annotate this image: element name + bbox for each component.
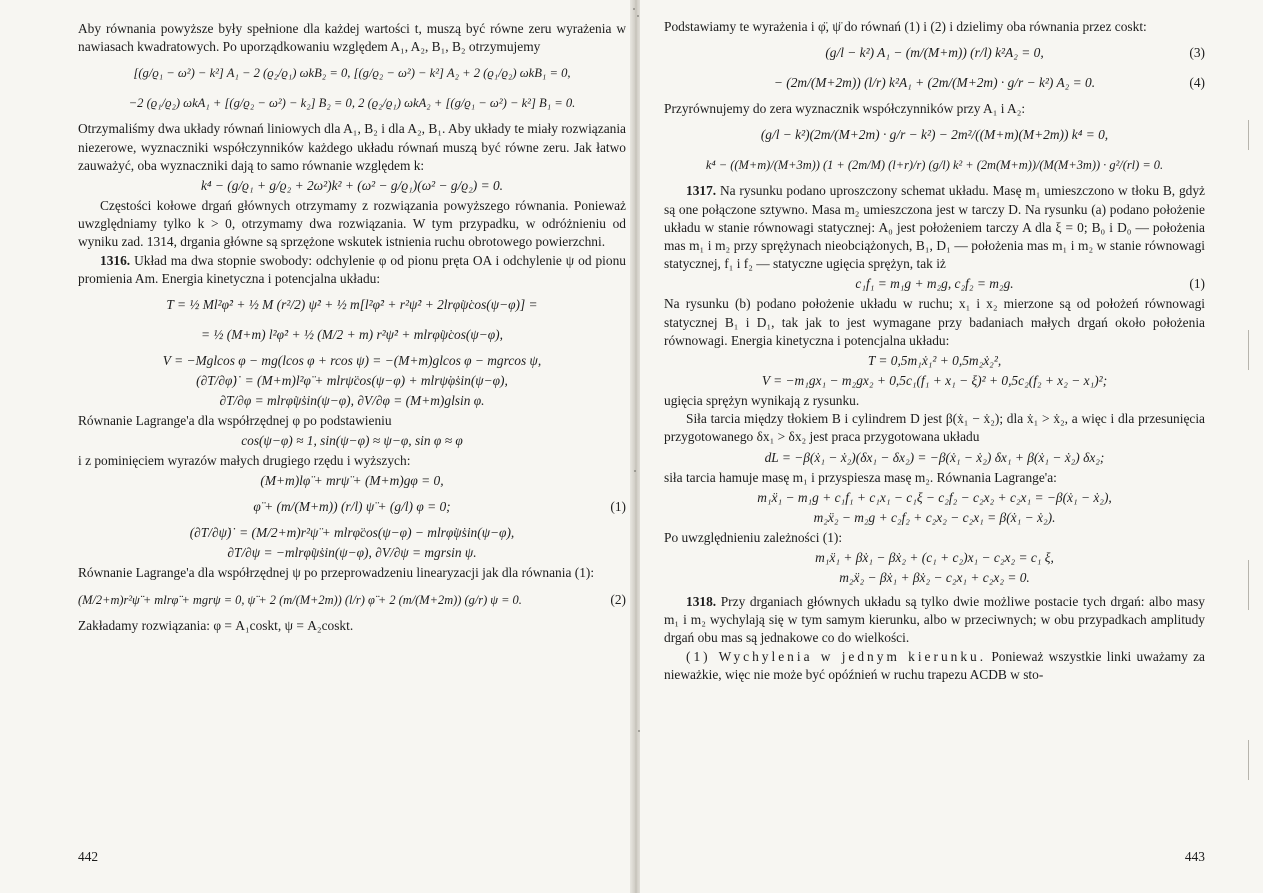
paragraph: Na rysunku podano uproszczony schemat układu. Masę m₁ umieszczono w tłoku B, gdyż są one połączone sztywno. Masa m₂ umieszczona jest w tarczy D. Na rysunku (a) podano położenie układu w stanie równowagi statycznej: A₀ jest położeniem tarczy A dla ξ = 0; B₀ i D₀ — położenia mas m₁ i m₂ przy sprężynach nieobciążonych, B₁, D₁ — położenia mas m₁ i m₂ w stanie równowagi statycznej, f₁ i f₂ — statyczne ugięcia sprężyn, tak iż (664, 183, 1205, 272)
equation: ∂T/∂ψ = −mlrφ̇ψ̇sin(ψ−φ), ∂V/∂ψ = mgrsin ψ. (227, 545, 477, 561)
paragraph: Przyrównujemy do zera wyznacznik współczynników przy A₁ i A₂: (664, 101, 1026, 117)
problem-1318 (664, 593, 1205, 648)
equation: (∂T/∂ψ̇)˙ = (M/2+m)r²ψ̈ + mlrφ̈cos(ψ−φ) − mlrφ̇ψ̇sin(ψ−φ), (189, 525, 515, 541)
paragraph: Aby równania powyższe były spełnione dla każdej wartości t, muszą być równe zeru wyrażenia w nawiasach kwadratowych. Po uporządkowaniu względem A₁, A₂, B₁, B₂ otrzymujemy (78, 21, 626, 55)
equation: k⁴ − (g/ϱ₁ + g/ϱ₂ + 2ω²)k² + (ω² − g/ϱ₁)(ω² − g/ϱ₂) = 0. (200, 178, 504, 194)
page-number: 443 (1184, 849, 1205, 864)
paragraph: Równanie Lagrange'a dla współrzędnej φ po podstawieniu (78, 413, 392, 429)
paragraph: Podstawiamy te wyrażenia i φ̈, ψ̈ do równań (1) i (2) i dzielimy oba równania przez coskt: (664, 19, 1147, 34)
numbered-equation (664, 275, 1205, 293)
paragraph: Otrzymaliśmy dwa układy równań liniowych dla A₁, B₂ i dla A₂, B₁. Aby układy te miały rozwiązania niezerowe, wyznaczniki współczynników każdego układu równań muszą być równe zeru. Jak łatwo zauważyć, oba wyznaczniki dają to samo równanie względem k: (78, 121, 626, 173)
paragraph: ugięcia sprężyn wynikają z rysunku. (664, 393, 860, 409)
equation: = ½ (M+m) l²φ̇² + ½ (M/2 + m) r²ψ̇² + mlrφ̇ψ̇cos(ψ−φ), (201, 327, 503, 343)
equation: φ̈ + (m/(M+m)) (r/l) ψ̈ + (g/l) φ = 0; (253, 499, 451, 515)
paragraph: Siła tarcia między tłokiem B i cylindrem D jest β(ẋ₁ − ẋ₂); dla ẋ₁ > ẋ₂, a więc i dla przesunięcia przygotowanego δx₁ > δx₂ jest praca przygotowana układu (664, 411, 1205, 445)
problem-number: 1318. (686, 594, 717, 610)
equation: m₂ẍ₂ − m₂g + c₂f₂ + c₂x₂ − c₂x₁ = β(ẋ₁ − ẋ₂). (813, 509, 1056, 525)
equation: c₁f₁ = m₁g + m₂g, c₂f₂ = m₂g. (855, 276, 1014, 292)
paragraph: Równanie Lagrange'a dla współrzędnej ψ po przeprowadzeniu linearyzacji jak dla równania (1): (78, 565, 595, 581)
paragraph: Po uwzględnieniu zależności (1): (664, 529, 843, 545)
equation: T = ½ Ml²φ̇² + ½ M (r²/2) ψ̇² + ½ m[l²φ̇² + r²ψ̇² + 2lrφ̇ψ̇cos(ψ−φ)] = (166, 297, 538, 313)
equation: (M+m)lφ̈ + mrψ̈ + (M+m)gφ = 0, (260, 473, 444, 489)
equation: ∂T/∂φ = mlrφ̇ψ̇sin(ψ−φ), ∂V/∂φ = (M+m)glsin φ. (219, 393, 485, 409)
paragraph: Częstości kołowe drgań głównych otrzymamy z rozwiązania powyższego równania. Ponieważ uwzględniamy tylko k > 0, otrzymamy dwa rozwiązania. W tym przypadku, w odróżnieniu od wyniku zad. 1314, drgania główne są sprzężone wskutek istnienia ruchu obrotowego powierzchni. (78, 198, 626, 250)
equation: [(g/ϱ₁ − ω²) − k²] A₁ − 2 (ϱ₂/ϱ₁) ωkB₂ = 0, [(g/ϱ₂ − ω²) − k²] A₂ + 2 (ϱ₁/ϱ₂) ωkB₁ = 0, (133, 66, 571, 81)
margin-mark (1248, 330, 1249, 370)
page-443 (640, 0, 1263, 893)
equation: cos(ψ−φ) ≈ 1, sin(ψ−φ) ≈ ψ−φ, sin φ ≈ φ (241, 433, 463, 449)
equation: (g/l − k²) A₁ − (m/(M+m)) (r/l) k²A₂ = 0, (825, 45, 1044, 61)
paragraph: Na rysunku (b) podano położenie układu w ruchu; x₁ i x₂ mierzone są od położeń równowagi statycznej B₁ i D₁, tak jak to jest wymagane przy badaniach małych drgań około położenia równowagi. Energia kinetyczna i potencjalna układu: (664, 296, 1205, 348)
paragraph: Przy drganiach głównych układu są tylko dwie możliwe postacie tych drgań: albo masy m₁ i m₂ wychylają się w tym samym kierunku, albo w przeciwnych; w obu przypadkach amplitudy drgań obu mas są jednakowe co do wielkości. (664, 594, 1205, 646)
paragraph-text: Ponieważ wszystkie linki uważamy za nieważkie, więc nie może być opóźnień w ruchu trapezu ACDB w sto- (664, 648, 1205, 682)
equation-number: (3) (1189, 45, 1205, 61)
equation: dL = −β(ẋ₁ − ẋ₂)(δx₁ − δx₂) = −β(ẋ₁ − ẋ₂) δx₁ + β(ẋ₁ − ẋ₂) δx₂; (764, 449, 1105, 465)
section-label: (1) Wychylenia w jednym kierunku. (686, 648, 987, 664)
equation-number: (1) (610, 499, 626, 515)
paragraph: siła tarcia hamuje masę m₁ i przyspiesza masę m₂. Równania Lagrange'a: (664, 469, 1057, 485)
equation-number: (1) (1189, 276, 1205, 292)
margin-mark (1248, 560, 1249, 610)
equation: V = −m₁gx₁ − m₂gx₂ + 0,5c₁(f₁ + x₁ − ξ)² + 0,5c₂(f₂ + x₂ − x₁)²; (761, 373, 1108, 389)
scan-speck (633, 8, 635, 10)
scan-speck (637, 15, 639, 17)
numbered-equation (78, 587, 626, 613)
problem-number: 1317. (686, 183, 717, 199)
equation: T = 0,5m₁ẋ₁² + 0,5m₂ẋ₂², (867, 353, 1002, 369)
equation: m₁ẍ₁ + βẋ₁ − βẋ₂ + (c₁ + c₂)x₁ − c₂x₂ = c₁ ξ, (815, 550, 1054, 566)
equation: − (2m/(M+2m)) (l/r) k²A₁ + (2m/(M+2m) · g/r − k²) A₂ = 0. (773, 75, 1096, 91)
equation: V = −Mglcos φ − mg(lcos φ + rcos ψ) = −(M+m)glcos φ − mgrcos ψ, (162, 353, 542, 369)
problem-1317 (664, 182, 1205, 273)
numbered-equation (664, 40, 1205, 66)
scan-speck (634, 470, 636, 472)
equation: m₂ẍ₂ − βẋ₁ + βẋ₂ − c₂x₁ + c₂x₂ = 0. (839, 570, 1030, 586)
equation-number: (2) (610, 591, 626, 607)
paragraph: i z pominięciem wyrazów małych drugiego rzędu i wyższych: (78, 453, 411, 469)
equation: (g/l − k²)(2m/(M+2m) · g/r − k²) − 2m²/((M+m)(M+2m)) k⁴ = 0, (760, 127, 1109, 143)
page-number: 442 (78, 849, 99, 864)
equation: (M/2+m)r²ψ̈ + mlrφ̈ + mgrψ = 0, ψ̈ + 2 (m/(M+2m)) (l/r) φ̈ + 2 (m/(M+2m)) (g/r) ψ = 0. (78, 592, 522, 607)
margin-mark (1248, 120, 1249, 150)
numbered-equation (664, 70, 1205, 96)
paragraph: Zakładamy rozwiązania: φ = A₁coskt, ψ = A₂coskt. (78, 617, 354, 633)
problem-1316 (78, 252, 626, 288)
problem-number: 1316. (100, 252, 131, 268)
paragraph (664, 648, 1205, 684)
equation: (∂T/∂φ̇)˙ = (M+m)l²φ̈ + mlrψ̈cos(ψ−φ) + mlrψ̇φ̇sin(ψ−φ), (196, 373, 508, 389)
paragraph: Układ ma dwa stopnie swobody: odchylenie φ od pionu pręta OA i odchylenie ψ od pionu promienia Am. Energia kinetyczna i potencjalna układu: (78, 252, 626, 286)
equation: −2 (ϱ₁/ϱ₂) ωkA₁ + [(g/ϱ₂ − ω²) − k₂] B₂ = 0, 2 (ϱ₂/ϱ₁) ωkA₂ + [(g/ϱ₁ − ω²) − k²] B₁ = 0. (128, 96, 576, 111)
numbered-equation (78, 494, 626, 520)
equation-number: (4) (1189, 75, 1205, 91)
equation: k⁴ − ((M+m)/(M+3m)) (1 + (2m/M) (l+r)/r) (g/l) k² + (2m(M+m))/(M(M+3m)) · g²/(rl) = 0. (705, 158, 1164, 173)
equation: m₁ẍ₁ − m₁g + c₁f₁ + c₁x₁ − c₁ξ − c₂f₂ − c₂x₂ + c₂x₁ = −β(ẋ₁ − ẋ₂), (757, 489, 1112, 505)
margin-mark (1248, 740, 1249, 780)
